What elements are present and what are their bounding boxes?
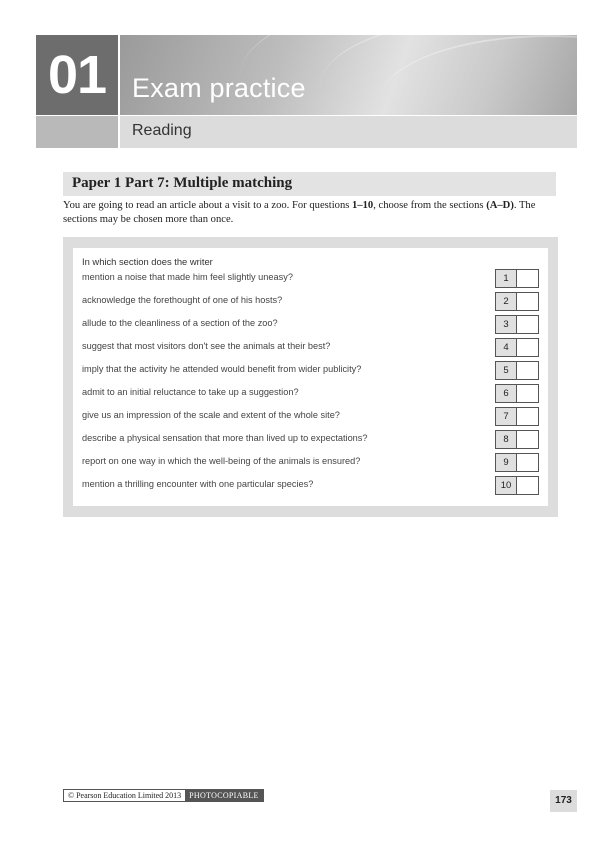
subtitle-bar	[120, 116, 577, 148]
page-title: Exam practice	[132, 73, 306, 103]
question-text: describe a physical sensation that more than lived up to expectations?	[82, 433, 368, 443]
question-row	[73, 453, 548, 472]
question-number: 1	[495, 269, 516, 288]
section-heading: Paper 1 Part 7: Multiple matching	[72, 175, 293, 191]
instructions-part1: You are going to read an article about a visit to a zoo. For questions	[63, 200, 353, 211]
question-number: 3	[495, 315, 516, 334]
question-text: acknowledge the forethought of one of his hosts?	[82, 295, 283, 305]
question-number: 9	[495, 453, 516, 472]
header-banner	[120, 35, 577, 115]
answer-box[interactable]	[516, 338, 539, 357]
question-row	[73, 315, 548, 334]
question-text: imply that the activity he attended would benefit from wider publicity?	[82, 364, 362, 374]
answer-box[interactable]	[516, 430, 539, 449]
question-row	[73, 269, 548, 288]
question-text: mention a thrilling encounter with one particular species?	[82, 479, 314, 489]
answer-box[interactable]	[516, 476, 539, 495]
question-row	[73, 407, 548, 426]
instructions-part2: , choose from the sections	[373, 200, 487, 211]
instructions-part3: . The sections may be chosen more than once.	[63, 200, 536, 225]
question-text: mention a noise that made him feel slightly uneasy?	[82, 272, 293, 282]
answer-box[interactable]	[516, 361, 539, 380]
answer-box[interactable]	[516, 384, 539, 403]
question-text: admit to an initial reluctance to take up a suggestion?	[82, 387, 299, 397]
copyright-text: © Pearson Education Limited 2013	[64, 790, 185, 801]
instructions-sections: (A–D)	[486, 200, 514, 211]
instructions	[63, 199, 558, 227]
question-number: 6	[495, 384, 516, 403]
question-row	[73, 361, 548, 380]
answer-box[interactable]	[516, 407, 539, 426]
question-text: report on one way in which the well-being of the animals is ensured?	[82, 456, 361, 466]
instructions-range: 1–10	[352, 200, 374, 211]
question-text: suggest that most visitors don't see the animals at their best?	[82, 341, 331, 351]
question-text: allude to the cleanliness of a section of the zoo?	[82, 318, 278, 328]
questions-card	[73, 248, 548, 506]
question-number: 4	[495, 338, 516, 357]
question-row	[73, 292, 548, 311]
question-row	[73, 430, 548, 449]
page-number: 173	[550, 790, 577, 812]
answer-box[interactable]	[516, 315, 539, 334]
unit-number: 01	[36, 35, 118, 115]
photocopiable-label: PHOTOCOPIABLE	[185, 790, 263, 801]
questions-panel	[63, 237, 558, 517]
unit-number-underbar	[36, 116, 118, 148]
question-row	[73, 338, 548, 357]
question-number: 7	[495, 407, 516, 426]
question-number: 10	[495, 476, 516, 495]
answer-box[interactable]	[516, 292, 539, 311]
question-row	[73, 476, 548, 495]
question-number: 2	[495, 292, 516, 311]
question-number: 8	[495, 430, 516, 449]
answer-box[interactable]	[516, 269, 539, 288]
questions-intro: In which section does the writer	[82, 256, 213, 267]
answer-box[interactable]	[516, 453, 539, 472]
page-subtitle: Reading	[132, 122, 192, 139]
section-heading-bar	[63, 172, 556, 196]
copyright-notice	[63, 789, 264, 802]
question-number: 5	[495, 361, 516, 380]
question-text: give us an impression of the scale and extent of the whole site?	[82, 410, 340, 420]
question-row	[73, 384, 548, 403]
